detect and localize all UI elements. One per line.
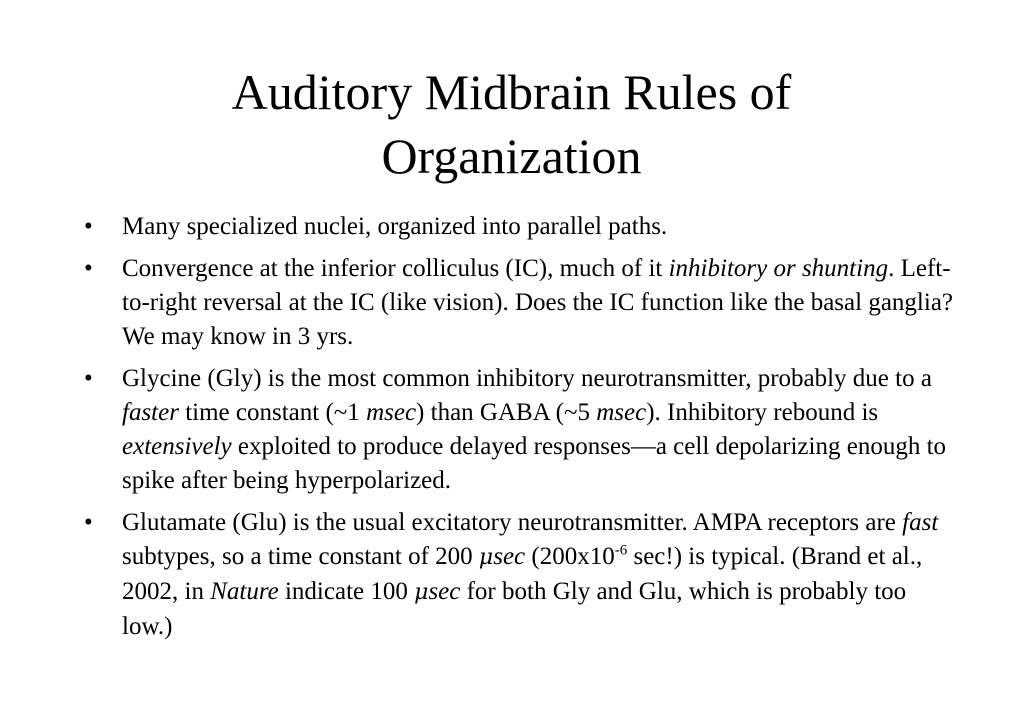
- bullet-text: Glutamate (Glu) is the usual excitatory neurotransmitter. AMPA receptors are: [122, 509, 903, 536]
- emphasis-text: inhibitory or shunting: [668, 255, 889, 282]
- emphasis-text: msec: [366, 399, 417, 426]
- bullet-text: (200x10: [525, 543, 615, 570]
- bullet-text: Glycine (Gly) is the most common inhibitory neurotransmitter, probably due to a: [122, 365, 932, 392]
- slide-title: [0, 60, 1023, 188]
- emphasis-text: extensively: [122, 433, 232, 460]
- mu-symbol: μ: [414, 580, 429, 605]
- bullet-item-glutamate: [84, 506, 954, 644]
- bullet-text: subtypes, so a time constant of 200: [122, 543, 479, 570]
- bullet-text: ) than GABA (~5: [416, 399, 597, 426]
- bullet-icon: •: [84, 255, 93, 282]
- title-line-1: Auditory Midbrain Rules of: [231, 64, 792, 120]
- emphasis-text: sec: [428, 578, 461, 605]
- bullet-icon: •: [84, 365, 93, 392]
- bullet-text: indicate 100: [278, 578, 415, 605]
- mu-symbol: μ: [478, 545, 494, 570]
- bullet-text: Convergence at the inferior colliculus (IC), much of it: [122, 255, 669, 282]
- bullet-icon: •: [84, 213, 93, 240]
- title-line-2: Organization: [381, 128, 642, 184]
- bullet-text: ). Inhibitory rebound is: [646, 399, 879, 426]
- bullet-item-parallel-paths: [84, 210, 954, 244]
- bullet-item-glycine: [84, 362, 954, 498]
- bullet-text: exploited to produce delayed responses—a cell depolarizing enough to spike after being hyperpolarized.: [122, 433, 947, 494]
- bullet-list: [84, 210, 954, 652]
- emphasis-text: faster: [122, 399, 179, 426]
- bullet-text: sec!) is typical. (Brand et al., 2002, in: [122, 543, 923, 605]
- emphasis-text: msec: [596, 399, 647, 426]
- bullet-icon: •: [84, 509, 93, 536]
- bullet-text: Many specialized nuclei, organized into parallel paths.: [122, 213, 668, 240]
- bullet-text: . Left-to-right reversal at the IC (like vision). Does the IC function like the basal ganglia? We may know in 3 yrs.: [122, 255, 954, 350]
- emphasis-text: sec: [493, 543, 526, 570]
- emphasis-text: Nature: [210, 578, 279, 605]
- bullet-text: time constant (~1: [178, 399, 367, 426]
- bullet-item-convergence: [84, 252, 954, 354]
- emphasis-text: fast: [902, 509, 939, 536]
- superscript-exponent: -6: [614, 542, 628, 559]
- bullet-text: for both Gly and Glu, which is probably too low.): [122, 578, 907, 640]
